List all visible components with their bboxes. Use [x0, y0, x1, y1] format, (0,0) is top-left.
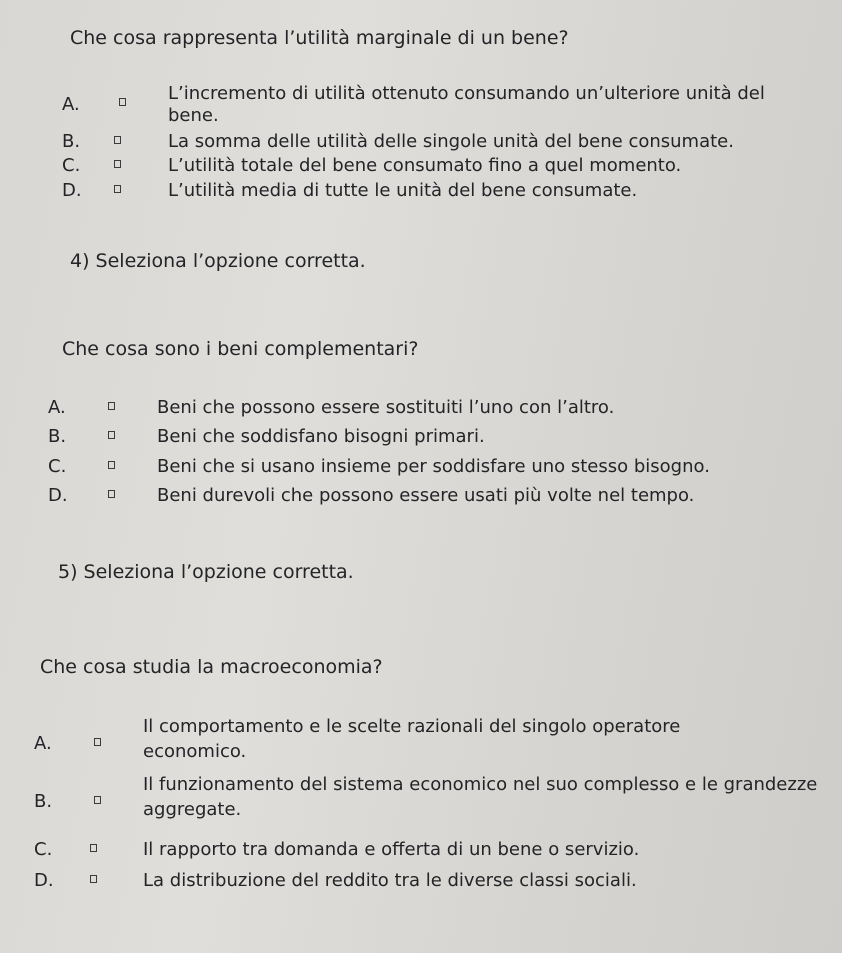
option-letter: C. [34, 839, 53, 860]
question-marginal-utility: Che cosa rappresenta l’utilità marginale di un bene? [70, 27, 569, 49]
checkbox[interactable] [114, 136, 121, 144]
option-letter: D. [34, 870, 54, 891]
checkbox[interactable] [94, 738, 101, 746]
option-letter: A. [48, 397, 66, 418]
checkbox[interactable] [108, 461, 115, 469]
option-b[interactable] [0, 772, 842, 822]
option-text: Il funzionamento del sistema economico nel suo complesso e le grandezze aggregate. [143, 774, 818, 820]
option-text: Beni che possono essere sostituiti l’uno con l’altro. [157, 397, 615, 418]
option-letter: D. [48, 485, 68, 506]
option-d[interactable] [0, 485, 842, 507]
option-a[interactable] [0, 397, 842, 419]
option-text: L’utilità totale del bene consumato fino a quel momento. [168, 155, 682, 176]
option-text: L’incremento di utilità ottenuto consumando un’ulteriore unità del bene. [168, 83, 765, 126]
option-c[interactable] [0, 155, 842, 177]
option-c[interactable] [0, 456, 842, 478]
option-a[interactable] [0, 83, 842, 129]
checkbox[interactable] [94, 796, 101, 804]
option-c[interactable] [0, 839, 842, 861]
option-text: Beni che soddisfano bisogni primari. [157, 426, 485, 447]
option-letter: C. [48, 456, 67, 477]
checkbox[interactable] [119, 98, 126, 106]
option-letter: C. [62, 155, 81, 176]
option-text: Il rapporto tra domanda e offerta di un bene o servizio. [143, 839, 640, 860]
option-letter: D. [62, 180, 82, 201]
option-text: Beni durevoli che possono essere usati più volte nel tempo. [157, 485, 695, 506]
option-text: Beni che si usano insieme per soddisfare uno stesso bisogno. [157, 456, 710, 477]
instruction-4: 4) Seleziona l’opzione corretta. [70, 250, 366, 272]
instruction-5: 5) Seleziona l’opzione corretta. [58, 561, 354, 583]
option-a[interactable] [0, 714, 842, 764]
question-complementary-goods: Che cosa sono i beni complementari? [62, 338, 419, 360]
option-text: La somma delle utilità delle singole unità del bene consumate. [168, 131, 734, 152]
option-letter: B. [34, 791, 53, 812]
checkbox[interactable] [90, 875, 97, 883]
question-macroeconomics: Che cosa studia la macroeconomia? [40, 656, 383, 678]
checkbox[interactable] [114, 185, 121, 193]
option-letter: B. [48, 426, 67, 447]
checkbox[interactable] [114, 160, 121, 168]
option-letter: A. [62, 94, 80, 115]
option-b[interactable] [0, 131, 842, 153]
checkbox[interactable] [108, 402, 115, 410]
option-text: L’utilità media di tutte le unità del bene consumate. [168, 180, 638, 201]
option-d[interactable] [0, 180, 842, 202]
option-letter: A. [34, 733, 52, 754]
option-letter: B. [62, 131, 81, 152]
option-text: Il comportamento e le scelte razionali del singolo operatore economico. [143, 716, 681, 762]
checkbox[interactable] [90, 844, 97, 852]
option-text: La distribuzione del reddito tra le diverse classi sociali. [143, 870, 637, 891]
option-b[interactable] [0, 426, 842, 448]
checkbox[interactable] [108, 431, 115, 439]
checkbox[interactable] [108, 490, 115, 498]
option-d[interactable] [0, 870, 842, 892]
